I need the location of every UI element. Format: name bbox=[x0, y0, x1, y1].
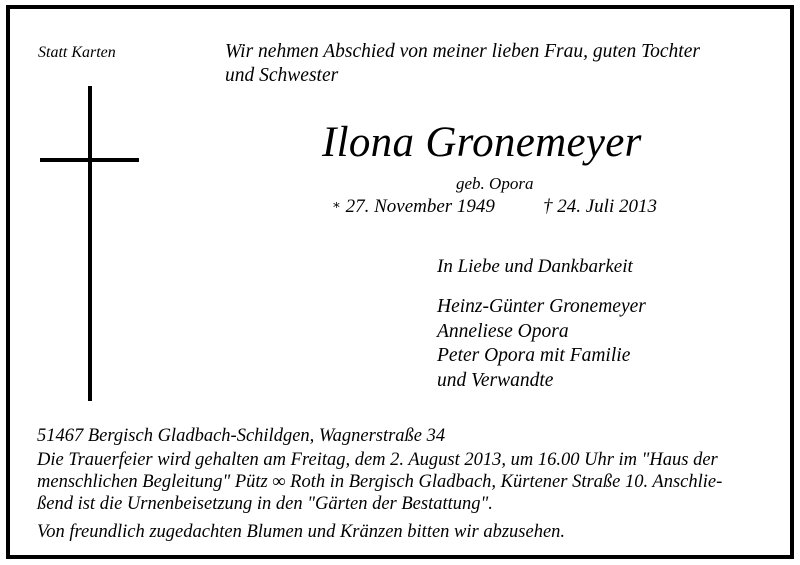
mourner-name: und Verwandte bbox=[437, 369, 554, 391]
mourner-name: Anneliese Opora bbox=[437, 320, 569, 342]
flowers-note: Von freundlich zugedachten Blumen und Kränzen bitten wir abzusehen. bbox=[37, 522, 566, 542]
family-address: 51467 Bergisch Gladbach-Schildgen, Wagnerstraße 34 bbox=[37, 426, 446, 446]
deceased-name: Ilona Gronemeyer bbox=[322, 119, 642, 166]
death-dagger-icon: † bbox=[543, 196, 553, 217]
service-line: menschlichen Begleitung" Pütz ∞ Roth in Bergisch Gladbach, Kürtener Straße 10. Anschlie- bbox=[37, 472, 723, 492]
obituary-card bbox=[6, 5, 794, 559]
birth-date-line bbox=[332, 197, 495, 216]
cross-icon bbox=[88, 86, 92, 401]
birth-date: 27. November 1949 bbox=[345, 196, 495, 217]
mourners-heading: In Liebe und Dankbarkeit bbox=[437, 256, 633, 277]
statt-karten-label: Statt Karten bbox=[38, 44, 116, 61]
intro-text bbox=[225, 40, 785, 88]
birth-name: geb. Opora bbox=[456, 174, 534, 193]
death-date-line bbox=[543, 197, 657, 216]
service-details bbox=[37, 449, 722, 515]
birth-star-icon: ∗ bbox=[332, 197, 341, 212]
mourners-list bbox=[437, 295, 646, 393]
mourner-name: Heinz-Günter Gronemeyer bbox=[437, 296, 646, 317]
intro-line-2: und Schwester bbox=[225, 65, 339, 86]
death-date: 24. Juli 2013 bbox=[557, 196, 657, 217]
service-line: Die Trauerfeier wird gehalten am Freitag, dem 2. August 2013, um 16.00 Uhr im "Haus der bbox=[37, 450, 718, 470]
intro-line-1: Wir nehmen Abschied von meiner lieben Frau, guten Tochter bbox=[225, 41, 700, 62]
cross-icon-crossbar bbox=[40, 158, 139, 162]
service-line: ßend ist die Urnenbeisetzung in den "Gärten der Bestattung". bbox=[37, 494, 493, 514]
mourner-name: Peter Opora mit Familie bbox=[437, 345, 631, 366]
